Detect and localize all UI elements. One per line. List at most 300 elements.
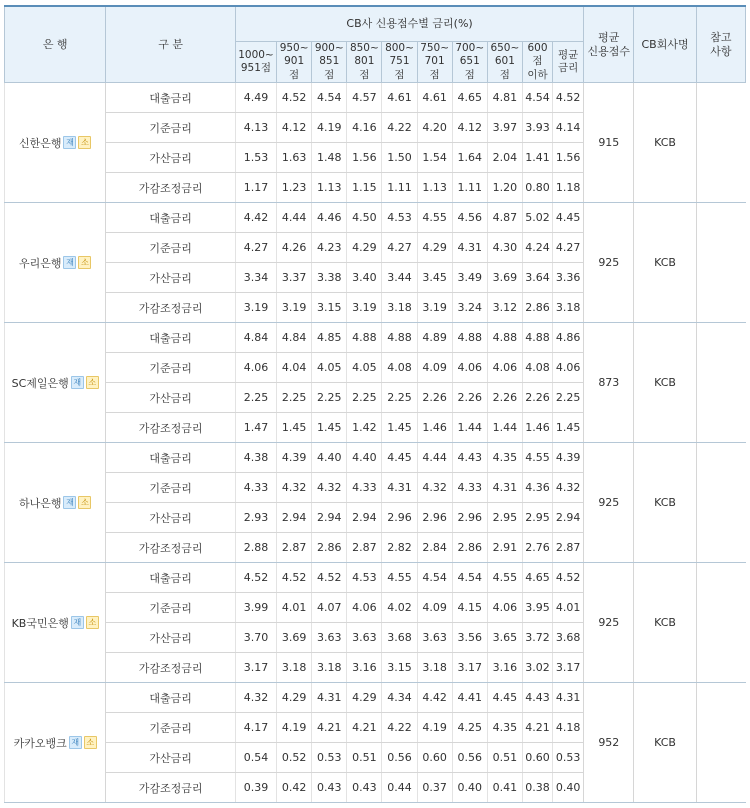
bank-name: SC제일은행 <box>11 376 69 390</box>
rate-value: 0.56 <box>452 743 487 773</box>
table-row <box>5 443 746 473</box>
rate-value: 1.45 <box>553 413 584 443</box>
rate-value: 2.25 <box>382 383 417 413</box>
header-note: 참고 사항 <box>696 6 745 83</box>
header-cb-company: CB회사명 <box>634 6 696 83</box>
rate-value: 3.40 <box>347 263 382 293</box>
rate-value: 4.89 <box>417 323 452 353</box>
table-row <box>5 83 746 113</box>
rate-value: 2.95 <box>487 503 522 533</box>
rate-value: 4.84 <box>277 323 312 353</box>
header-band: 950~ 901 점 <box>277 42 312 83</box>
rate-value: 3.19 <box>235 293 276 323</box>
rate-value: 3.63 <box>347 623 382 653</box>
rate-value: 3.15 <box>312 293 347 323</box>
rate-value: 4.04 <box>277 353 312 383</box>
rate-value: 4.07 <box>312 593 347 623</box>
rate-type: 가산금리 <box>106 623 236 653</box>
rate-value: 4.26 <box>277 233 312 263</box>
rate-value: 5.02 <box>522 203 552 233</box>
rate-value: 4.52 <box>235 563 276 593</box>
rate-value: 1.18 <box>553 173 584 203</box>
rate-value: 4.19 <box>312 113 347 143</box>
rate-value: 3.34 <box>235 263 276 293</box>
rate-value: 2.94 <box>312 503 347 533</box>
rate-value: 2.87 <box>553 533 584 563</box>
rate-value: 2.87 <box>277 533 312 563</box>
rate-value: 4.86 <box>553 323 584 353</box>
rate-value: 1.11 <box>382 173 417 203</box>
rate-value: 1.45 <box>277 413 312 443</box>
rate-value: 2.93 <box>235 503 276 533</box>
rate-value: 0.40 <box>553 773 584 803</box>
rate-value: 3.17 <box>553 653 584 683</box>
rate-value: 4.23 <box>312 233 347 263</box>
rate-value: 4.06 <box>347 593 382 623</box>
rate-value: 0.43 <box>312 773 347 803</box>
rate-value: 2.94 <box>553 503 584 533</box>
rate-value: 4.19 <box>417 713 452 743</box>
rate-value: 4.53 <box>382 203 417 233</box>
rate-type: 가산금리 <box>106 383 236 413</box>
header-score-group: CB사 신용점수별 금리(%) <box>235 6 583 42</box>
rate-value: 4.12 <box>277 113 312 143</box>
badge-jae[interactable]: 재 <box>63 496 76 509</box>
rate-value: 0.53 <box>312 743 347 773</box>
rate-value: 3.38 <box>312 263 347 293</box>
rate-value: 4.21 <box>347 713 382 743</box>
bank-cell <box>5 203 106 323</box>
rate-value: 4.29 <box>347 683 382 713</box>
rate-value: 2.25 <box>277 383 312 413</box>
rate-value: 4.22 <box>382 713 417 743</box>
rate-value: 2.76 <box>522 533 552 563</box>
rate-value: 3.69 <box>487 263 522 293</box>
rate-value: 0.54 <box>235 743 276 773</box>
rate-value: 1.46 <box>522 413 552 443</box>
rate-value: 4.31 <box>382 473 417 503</box>
rate-value: 4.61 <box>417 83 452 113</box>
rate-value: 4.09 <box>417 593 452 623</box>
rate-value: 4.14 <box>553 113 584 143</box>
bank-name: 카카오뱅크 <box>13 736 67 750</box>
rate-type: 대출금리 <box>106 683 236 713</box>
rate-value: 1.56 <box>347 143 382 173</box>
rate-value: 1.42 <box>347 413 382 443</box>
header-bank: 은 행 <box>5 6 106 83</box>
rate-type: 기준금리 <box>106 113 236 143</box>
rate-value: 4.50 <box>347 203 382 233</box>
rate-value: 3.17 <box>235 653 276 683</box>
rate-value: 4.43 <box>522 683 552 713</box>
rate-value: 4.55 <box>522 443 552 473</box>
rate-value: 4.88 <box>487 323 522 353</box>
rate-value: 4.12 <box>452 113 487 143</box>
rate-value: 2.82 <box>382 533 417 563</box>
badge-so[interactable]: 소 <box>78 496 91 509</box>
table-row <box>5 563 746 593</box>
rate-value: 3.19 <box>347 293 382 323</box>
rate-value: 4.01 <box>277 593 312 623</box>
rate-value: 4.01 <box>553 593 584 623</box>
rate-value: 4.52 <box>277 563 312 593</box>
rate-value: 2.88 <box>235 533 276 563</box>
rate-value: 4.88 <box>522 323 552 353</box>
cb-company: KCB <box>634 563 696 683</box>
rate-value: 4.32 <box>553 473 584 503</box>
rate-value: 2.96 <box>417 503 452 533</box>
rate-value: 4.16 <box>347 113 382 143</box>
rate-value: 2.94 <box>277 503 312 533</box>
rate-value: 2.86 <box>312 533 347 563</box>
rate-value: 4.05 <box>312 353 347 383</box>
rate-value: 4.44 <box>417 443 452 473</box>
rate-value: 4.52 <box>312 563 347 593</box>
rate-value: 4.84 <box>235 323 276 353</box>
rate-value: 0.38 <box>522 773 552 803</box>
rate-value: 4.29 <box>347 233 382 263</box>
rate-value: 2.87 <box>347 533 382 563</box>
rate-value: 4.88 <box>382 323 417 353</box>
rate-value: 3.16 <box>487 653 522 683</box>
rate-value: 1.44 <box>452 413 487 443</box>
avg-score: 952 <box>584 683 634 803</box>
rate-value: 4.06 <box>452 353 487 383</box>
rate-value: 0.51 <box>347 743 382 773</box>
rate-type: 기준금리 <box>106 233 236 263</box>
badge-jae[interactable]: 재 <box>63 136 76 149</box>
rate-value: 1.53 <box>235 143 276 173</box>
rate-value: 4.32 <box>417 473 452 503</box>
rate-value: 4.08 <box>522 353 552 383</box>
rate-value: 4.35 <box>487 443 522 473</box>
rate-value: 2.95 <box>522 503 552 533</box>
rate-value: 4.22 <box>382 113 417 143</box>
header-band: 600 점 이하 <box>522 42 552 83</box>
rate-value: 3.45 <box>417 263 452 293</box>
rate-value: 2.94 <box>347 503 382 533</box>
badge-jae[interactable]: 재 <box>71 616 84 629</box>
rate-value: 4.31 <box>487 473 522 503</box>
rate-type: 대출금리 <box>106 323 236 353</box>
rate-value: 1.15 <box>347 173 382 203</box>
rate-type: 대출금리 <box>106 203 236 233</box>
rate-value: 1.48 <box>312 143 347 173</box>
rate-value: 4.08 <box>382 353 417 383</box>
bank-name: 신한은행 <box>18 136 62 150</box>
table-row <box>5 323 746 353</box>
rate-value: 4.65 <box>522 563 552 593</box>
rate-value: 4.53 <box>347 563 382 593</box>
header-avg-score: 평균 신용점수 <box>584 6 634 83</box>
rate-value: 1.50 <box>382 143 417 173</box>
note-cell <box>696 443 745 563</box>
rate-value: 1.44 <box>487 413 522 443</box>
rate-value: 4.45 <box>382 443 417 473</box>
rate-value: 4.33 <box>452 473 487 503</box>
rate-value: 3.18 <box>277 653 312 683</box>
rate-type: 가감조정금리 <box>106 533 236 563</box>
rate-value: 4.29 <box>417 233 452 263</box>
rate-value: 0.51 <box>487 743 522 773</box>
rate-value: 4.18 <box>553 713 584 743</box>
rate-value: 3.12 <box>487 293 522 323</box>
rate-type: 가산금리 <box>106 263 236 293</box>
avg-score: 925 <box>584 563 634 683</box>
rate-value: 3.37 <box>277 263 312 293</box>
rate-value: 4.09 <box>417 353 452 383</box>
rate-value: 1.45 <box>382 413 417 443</box>
rate-value: 3.18 <box>382 293 417 323</box>
header-band: 650~ 601 점 <box>487 42 522 83</box>
bank-name: 하나은행 <box>18 496 62 510</box>
header-band: 700~ 651 점 <box>452 42 487 83</box>
cb-company: KCB <box>634 83 696 203</box>
rate-value: 3.99 <box>235 593 276 623</box>
rate-value: 4.52 <box>553 83 584 113</box>
rate-type: 가감조정금리 <box>106 413 236 443</box>
rate-type: 가감조정금리 <box>106 293 236 323</box>
rate-value: 4.41 <box>452 683 487 713</box>
rate-value: 3.16 <box>347 653 382 683</box>
header-band: 평균 금리 <box>553 42 584 83</box>
rate-value: 4.35 <box>487 713 522 743</box>
rate-value: 3.56 <box>452 623 487 653</box>
rate-value: 3.18 <box>312 653 347 683</box>
rate-value: 4.34 <box>382 683 417 713</box>
rate-value: 4.45 <box>553 203 584 233</box>
rate-value: 0.40 <box>452 773 487 803</box>
bank-cell <box>5 563 106 683</box>
rate-value: 4.27 <box>382 233 417 263</box>
bank-name: 우리은행 <box>18 256 62 270</box>
rate-type: 가감조정금리 <box>106 773 236 803</box>
cb-company: KCB <box>634 443 696 563</box>
rate-value: 4.29 <box>277 683 312 713</box>
avg-score: 925 <box>584 203 634 323</box>
rate-value: 0.80 <box>522 173 552 203</box>
rate-value: 4.44 <box>277 203 312 233</box>
rate-value: 2.26 <box>452 383 487 413</box>
bank-cell <box>5 323 106 443</box>
rate-value: 4.87 <box>487 203 522 233</box>
badge-so[interactable]: 소 <box>78 136 91 149</box>
header-type: 구 분 <box>106 6 236 83</box>
rate-value: 2.25 <box>347 383 382 413</box>
note-cell <box>696 83 745 203</box>
rate-value: 3.15 <box>382 653 417 683</box>
rate-value: 4.17 <box>235 713 276 743</box>
rate-type: 기준금리 <box>106 353 236 383</box>
rate-value: 3.02 <box>522 653 552 683</box>
rate-value: 0.37 <box>417 773 452 803</box>
rate-value: 1.45 <box>312 413 347 443</box>
rate-value: 0.43 <box>347 773 382 803</box>
rate-value: 4.31 <box>553 683 584 713</box>
rate-value: 2.25 <box>235 383 276 413</box>
rate-type: 대출금리 <box>106 563 236 593</box>
rate-value: 3.49 <box>452 263 487 293</box>
rate-value: 4.27 <box>553 233 584 263</box>
note-cell <box>696 683 745 803</box>
rate-value: 4.42 <box>417 683 452 713</box>
rate-value: 3.44 <box>382 263 417 293</box>
rate-value: 4.33 <box>235 473 276 503</box>
rate-value: 1.23 <box>277 173 312 203</box>
rate-value: 3.68 <box>382 623 417 653</box>
rate-value: 3.19 <box>277 293 312 323</box>
rate-value: 4.05 <box>347 353 382 383</box>
rate-value: 4.30 <box>487 233 522 263</box>
rate-value: 4.32 <box>235 683 276 713</box>
avg-score: 873 <box>584 323 634 443</box>
table-row <box>5 683 746 713</box>
badge-so[interactable]: 소 <box>84 736 97 749</box>
rate-value: 4.88 <box>452 323 487 353</box>
rate-value: 3.97 <box>487 113 522 143</box>
rate-value: 3.70 <box>235 623 276 653</box>
rate-value: 1.64 <box>452 143 487 173</box>
rate-value: 3.72 <box>522 623 552 653</box>
rate-value: 4.38 <box>235 443 276 473</box>
rate-type: 가감조정금리 <box>106 173 236 203</box>
avg-score: 925 <box>584 443 634 563</box>
rate-value: 4.06 <box>487 353 522 383</box>
rate-value: 4.40 <box>312 443 347 473</box>
rate-type: 가감조정금리 <box>106 653 236 683</box>
badge-jae[interactable]: 재 <box>63 256 76 269</box>
rate-value: 3.18 <box>417 653 452 683</box>
rate-value: 3.93 <box>522 113 552 143</box>
note-cell <box>696 203 745 323</box>
rate-value: 0.60 <box>522 743 552 773</box>
header-band: 900~ 851 점 <box>312 42 347 83</box>
rate-type: 기준금리 <box>106 593 236 623</box>
rate-value: 4.54 <box>452 563 487 593</box>
table-header <box>5 6 746 83</box>
rate-value: 4.54 <box>522 83 552 113</box>
rate-value: 1.46 <box>417 413 452 443</box>
rate-value: 4.88 <box>347 323 382 353</box>
note-cell <box>696 323 745 443</box>
rate-value: 4.81 <box>487 83 522 113</box>
rate-value: 4.55 <box>382 563 417 593</box>
rate-value: 3.63 <box>312 623 347 653</box>
header-band: 1000~ 951점 <box>235 42 276 83</box>
rate-value: 2.86 <box>522 293 552 323</box>
rate-value: 2.26 <box>522 383 552 413</box>
note-cell <box>696 563 745 683</box>
rate-value: 0.56 <box>382 743 417 773</box>
rate-value: 0.44 <box>382 773 417 803</box>
rate-value: 4.21 <box>522 713 552 743</box>
badge-so[interactable]: 소 <box>86 376 99 389</box>
avg-score: 915 <box>584 83 634 203</box>
rate-value: 4.52 <box>277 83 312 113</box>
rate-value: 2.25 <box>553 383 584 413</box>
rate-value: 4.54 <box>417 563 452 593</box>
rate-type: 기준금리 <box>106 473 236 503</box>
rate-type: 대출금리 <box>106 83 236 113</box>
header-band: 750~ 701 점 <box>417 42 452 83</box>
rate-value: 2.26 <box>417 383 452 413</box>
rate-value: 4.27 <box>235 233 276 263</box>
rate-value: 4.20 <box>417 113 452 143</box>
rate-value: 4.31 <box>452 233 487 263</box>
rate-value: 2.96 <box>452 503 487 533</box>
rate-value: 2.25 <box>312 383 347 413</box>
cb-company: KCB <box>634 323 696 443</box>
badge-jae[interactable]: 재 <box>71 376 84 389</box>
rate-value: 2.96 <box>382 503 417 533</box>
rate-value: 4.36 <box>522 473 552 503</box>
rate-value: 3.18 <box>553 293 584 323</box>
rate-value: 4.24 <box>522 233 552 263</box>
header-band: 800~ 751 점 <box>382 42 417 83</box>
rate-value: 4.57 <box>347 83 382 113</box>
bank-cell <box>5 83 106 203</box>
rate-value: 4.42 <box>235 203 276 233</box>
rate-value: 0.42 <box>277 773 312 803</box>
header-band: 850~ 801 점 <box>347 42 382 83</box>
rate-value: 1.63 <box>277 143 312 173</box>
rate-value: 4.06 <box>235 353 276 383</box>
rate-value: 4.32 <box>312 473 347 503</box>
rate-value: 2.04 <box>487 143 522 173</box>
badge-jae[interactable]: 재 <box>69 736 82 749</box>
rate-value: 0.52 <box>277 743 312 773</box>
rate-value: 4.19 <box>277 713 312 743</box>
rate-value: 3.65 <box>487 623 522 653</box>
rate-value: 4.40 <box>347 443 382 473</box>
rate-value: 3.36 <box>553 263 584 293</box>
badge-so[interactable]: 소 <box>86 616 99 629</box>
rate-value: 2.26 <box>487 383 522 413</box>
rate-value: 3.63 <box>417 623 452 653</box>
credit-rate-table <box>4 5 746 803</box>
rate-value: 4.65 <box>452 83 487 113</box>
rate-value: 4.85 <box>312 323 347 353</box>
rate-value: 4.39 <box>553 443 584 473</box>
rate-type: 기준금리 <box>106 713 236 743</box>
rate-value: 1.47 <box>235 413 276 443</box>
rate-type: 가산금리 <box>106 743 236 773</box>
rate-value: 2.84 <box>417 533 452 563</box>
rate-value: 4.31 <box>312 683 347 713</box>
rate-value: 3.95 <box>522 593 552 623</box>
rate-value: 1.20 <box>487 173 522 203</box>
rate-value: 3.68 <box>553 623 584 653</box>
bank-cell <box>5 683 106 803</box>
rate-value: 2.91 <box>487 533 522 563</box>
rate-value: 4.15 <box>452 593 487 623</box>
rate-value: 4.46 <box>312 203 347 233</box>
rate-value: 0.60 <box>417 743 452 773</box>
rate-type: 가산금리 <box>106 143 236 173</box>
rate-value: 1.56 <box>553 143 584 173</box>
table-body <box>5 83 746 803</box>
rate-value: 0.53 <box>553 743 584 773</box>
rate-value: 4.02 <box>382 593 417 623</box>
rate-type: 가산금리 <box>106 503 236 533</box>
cb-company: KCB <box>634 203 696 323</box>
rate-value: 3.24 <box>452 293 487 323</box>
rate-value: 4.13 <box>235 113 276 143</box>
rate-value: 0.39 <box>235 773 276 803</box>
badge-so[interactable]: 소 <box>78 256 91 269</box>
rate-value: 4.21 <box>312 713 347 743</box>
rate-type: 대출금리 <box>106 443 236 473</box>
